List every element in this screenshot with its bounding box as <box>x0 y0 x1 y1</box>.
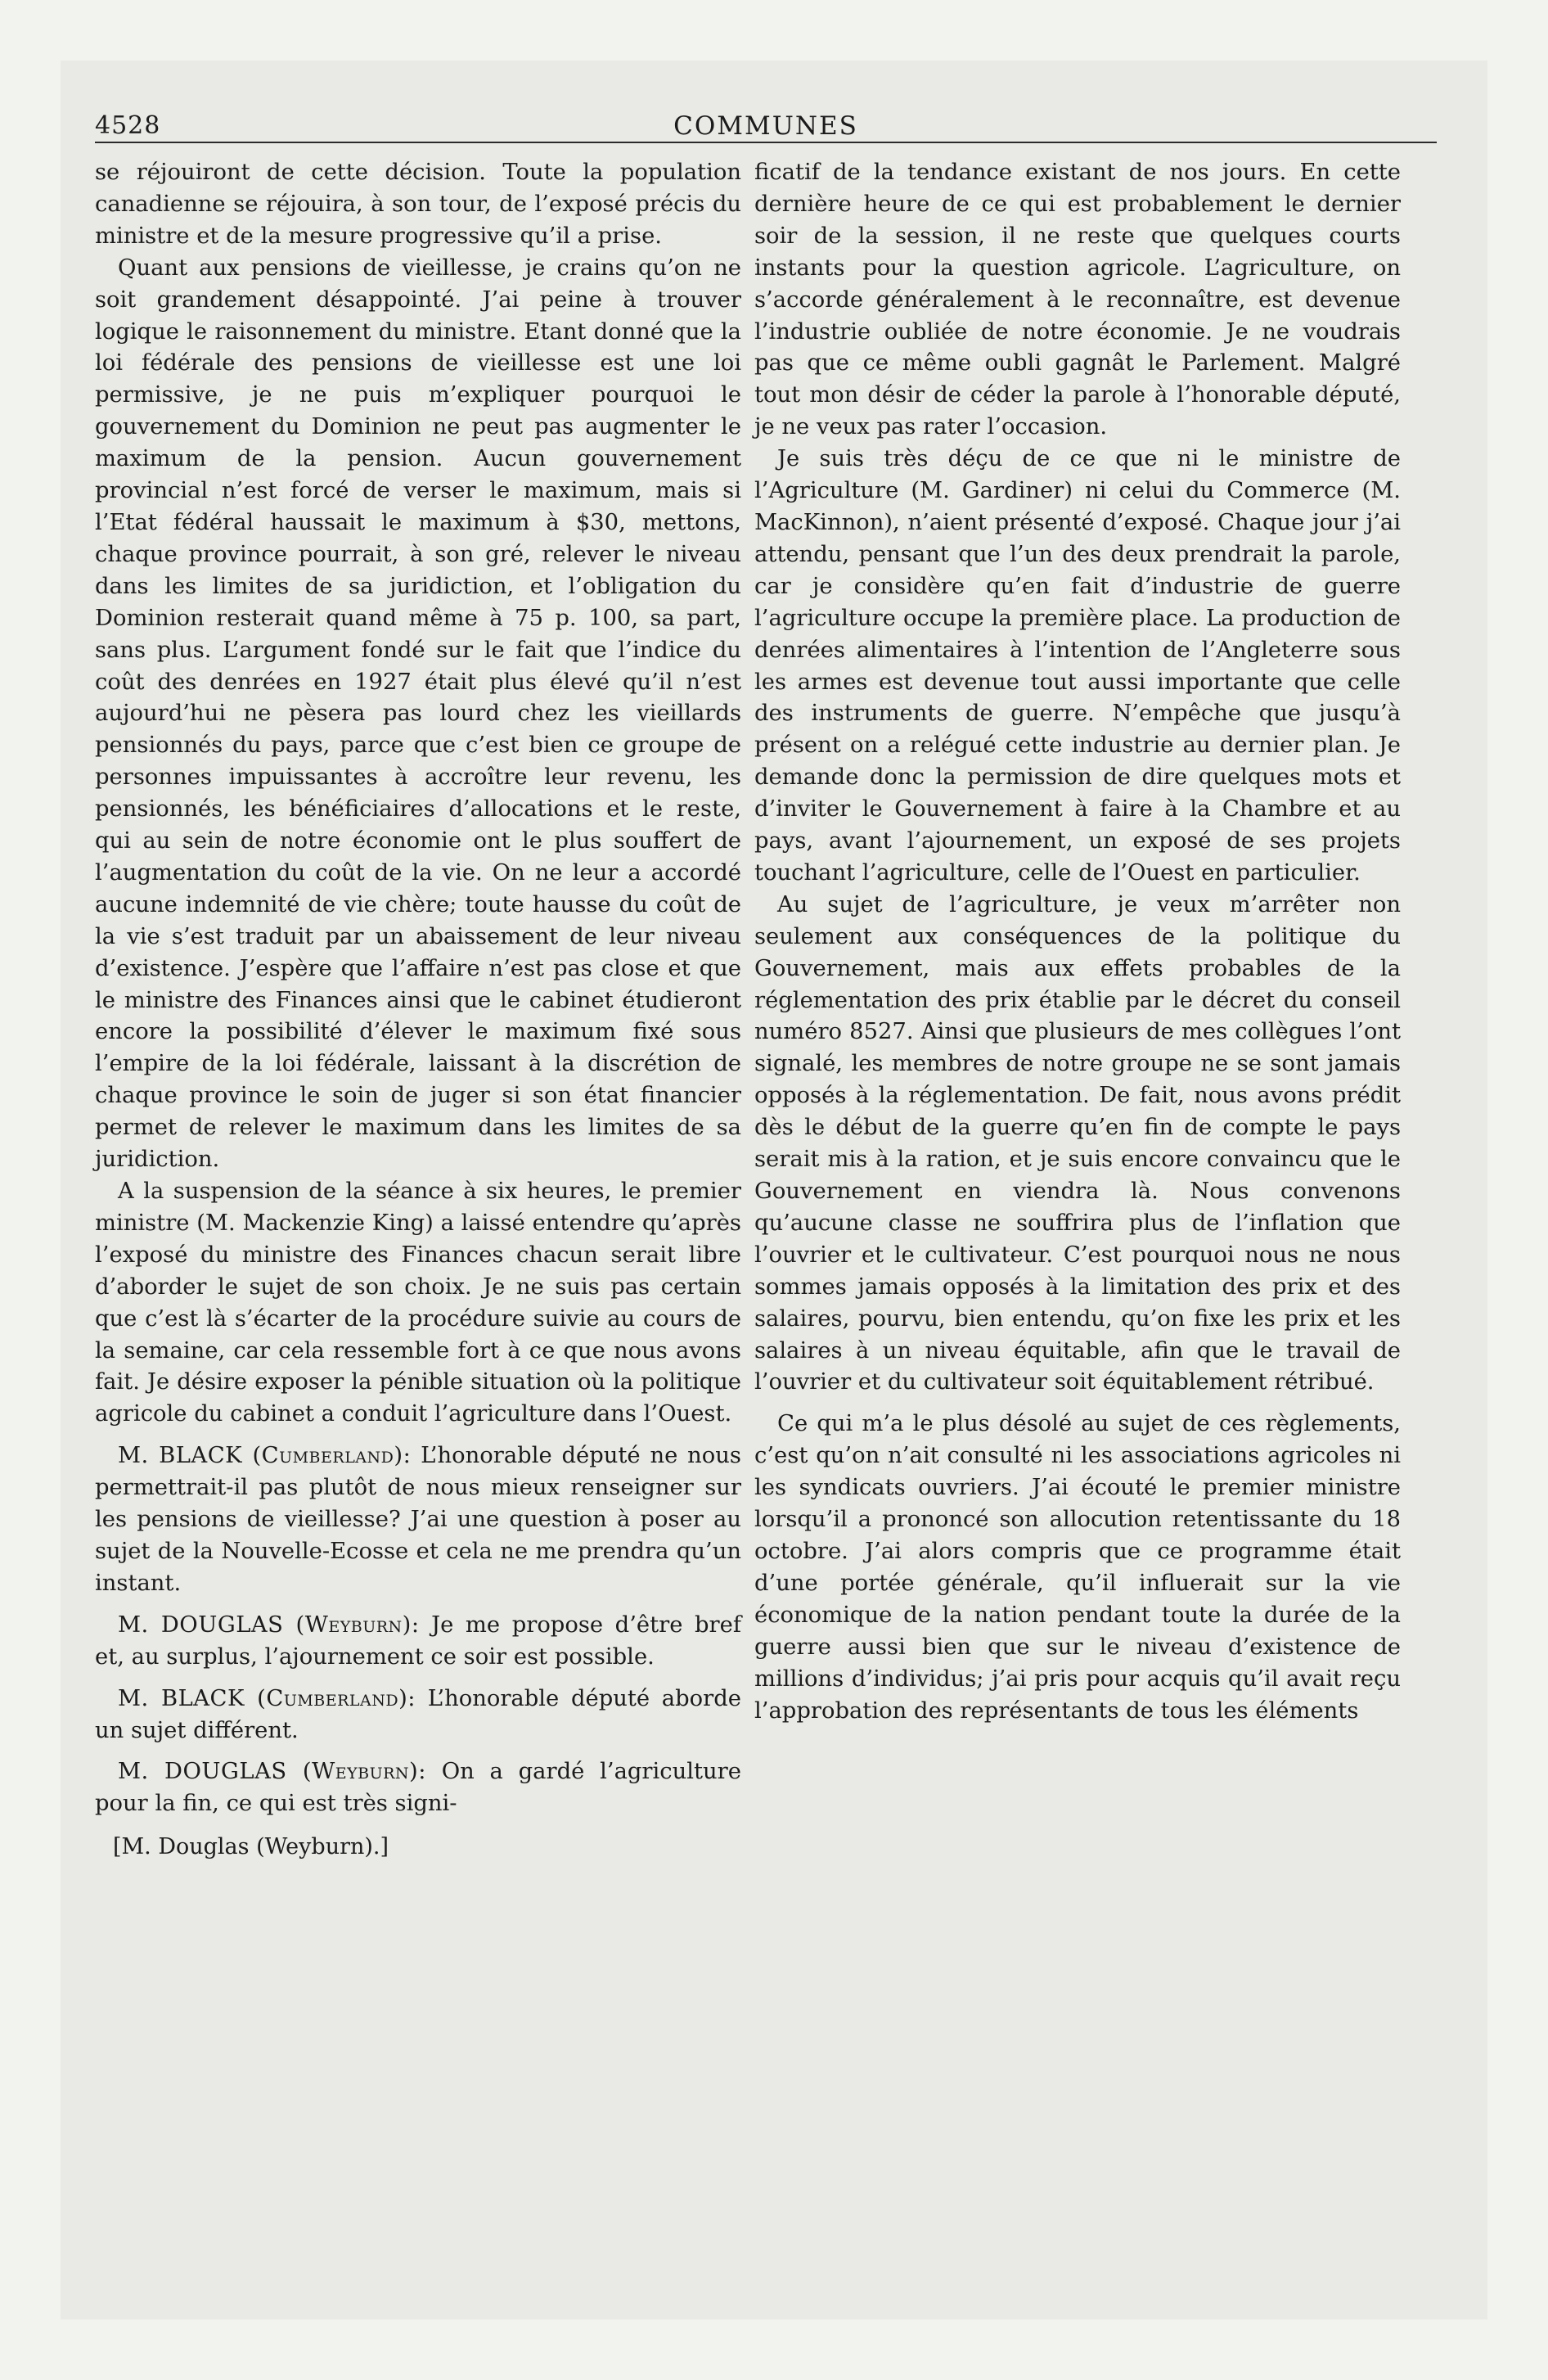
left-column <box>95 157 741 1864</box>
speaker-footer-reference: [M. Douglas (Weyburn).] <box>113 1834 389 1860</box>
speech-paragraph <box>95 1684 741 1747</box>
paragraph: Quant aux pensions de vieillesse, je crains qu’on ne soit grandement désappointé. J’ai peine à trouver logique le raisonnement du ministre. Etant donné que la loi fédérale des pensions de vieillesse est une loi permissive, je ne puis m’expliquer pourquoi le gouvernement du Dominion ne peut pas augmenter le maximum de la pension. Aucun gouvernement provincial n’est forcé de verser le maximum, mais si l’Etat fédéral haussait le maximum à $30, mettons, chaque province pourrait, à son gré, relever le niveau dans les limites de sa juridiction, et l’obligation du Dominion resterait quand même à 75 p. 100, sa part, sans plus. L’argument fondé sur le fait que l’indice du coût des denrées en 1927 était plus élevé qu’il n’est aujourd’hui ne pèsera pas lourd chez les vieillards pensionnés du pays, parce que c’est bien ce groupe de personnes impuissantes à accroître leur revenu, les pensionnés, les bénéficiaires d’allocations et le reste, qui au sein de notre économie ont le plus souffert de l’augmentation du coût de la vie. On ne leur a accordé aucune indemnité de vie chère; toute hausse du coût de la vie s’est traduit par un abaissement de leur niveau d’existence. J’espère que l’affaire n’est pas close et que le ministre des Finances ainsi que le cabinet étudieront encore la possibilité d’élever le maximum fixé sous l’empire de la loi fédérale, laissant à la discrétion de chaque province le soin de juger si son état financier permet de relever le maximum dans les limites de sa juridiction. <box>95 255 741 1173</box>
speech-paragraph <box>95 1756 741 1820</box>
speaker-name: M. BLACK (Cumberland): <box>118 1685 416 1711</box>
speaker-name: M. DOUGLAS (Weyburn): <box>118 1759 426 1785</box>
paragraph: A la suspension de la séance à six heures, le premier ministre (M. Mackenzie King) a laissé entendre qu’après l’exposé du ministre des Finances chacun serait libre d’aborder le sujet de son choix. Je ne suis pas certain que c’est là s’écarter de la procédure suivie au cours de la semaine, car cela ressemble fort à ce que nous avons fait. Je désire exposer la pénible situation où la politique agricole du cabinet a conduit l’agriculture dans l’Ouest. <box>95 1179 741 1427</box>
paragraph: Au sujet de l’agriculture, je veux m’arrêter non seulement aux conséquences de la politique du Gouvernement, mais aux effets probables de la réglementation des prix établie par le décret du conseil numéro 8527. Ainsi que plusieurs de mes collègues l’ont signalé, les membres de notre groupe ne se sont jamais opposés à la réglementation. De fait, nous avons prédit dès le début de la guerre qu’en fin de compte le pays serait mis à la ration, et je suis encore convaincu que le Gouvernement en viendra là. Nous convenons qu’aucune classe ne souffrira plus de l’inflation que l’ouvrier et le cultivateur. C’est pourquoi nous ne nous sommes jamais opposés à la limitation des prix et des salaires, pourvu, bien entendu, qu’on fixe les prix et les salaires à un niveau équitable, afin que le travail de l’ouvrier et du cultivateur soit équitablement rétribué. <box>754 891 1401 1395</box>
speech-text: Je me propose d’être bref et, au surplus, l’ajournement ce soir est possible. <box>95 1611 741 1670</box>
speech-text: L’honorable député aborde un sujet différent. <box>95 1685 742 1743</box>
speaker-name: M. DOUGLAS (Weyburn): <box>118 1611 420 1638</box>
header-rule <box>95 142 1437 143</box>
right-column <box>754 157 1401 1727</box>
paragraph: Ce qui m’a le plus désolé au sujet de ces règlements, c’est qu’on n’ait consulté ni les associations agricoles ni les syndicats ouvriers. J’ai écouté le premier ministre lorsqu’il a prononcé son allocution retentissante du 18 octobre. J’ai alors compris que ce programme était d’une portée générale, qu’il influerait sur la vie économique de la nation pendant toute la durée de la guerre aussi bien que sur le niveau d’existence de millions d’individus; j’ai pris pour acquis qu’il avait reçu l’approbation des représentants de tous les éléments <box>754 1411 1401 1724</box>
speech-paragraph <box>95 1440 741 1600</box>
speech-paragraph <box>95 1610 741 1674</box>
paragraph: ficatif de la tendance existant de nos jours. En cette dernière heure de ce qui est probablement le dernier soir de la session, il ne reste que quelques courts instants pour la question agricole. L’agriculture, on s’accorde généralement à le reconnaître, est devenue l’industrie oubliée de notre économie. Je ne voudrais pas que ce même oubli gagnât le Parlement. Malgré tout mon désir de céder la parole à l’honorable député, je ne veux pas rater l’occasion. <box>754 160 1401 440</box>
running-title: COMMUNES <box>673 111 858 141</box>
page-header <box>95 103 1437 152</box>
paragraph: se réjouiront de cette décision. Toute la population canadienne se réjouira, à son tour, de l’exposé précis du ministre et de la mesure progressive qu’il a prise. <box>95 160 741 249</box>
page-number: 4528 <box>95 111 161 140</box>
paragraph: Je suis très déçu de ce que ni le ministre de l’Agriculture (M. Gardiner) ni celui du Commerce (M. MacKinnon), n’aient présenté d’exposé. Chaque jour j’ai attendu, pensant que l’un des deux prendrait la parole, car je considère qu’en fait d’industrie de guerre l’agriculture occupe la première place. La production de denrées alimentaires à l’intention de l’Angleterre sous les armes est devenue tout aussi importante que celle des instruments de guerre. N’empêche que jusqu’à présent on a relégué cette industrie au dernier plan. Je demande donc la permission de dire quelques mots et d’inviter le Gouvernement à faire à la Chambre et au pays, avant l’ajournement, un exposé de ses projets touchant l’agriculture, celle de l’Ouest en particulier. <box>754 446 1401 886</box>
speaker-name: M. BLACK (Cumberland): <box>118 1443 412 1469</box>
speech-text: On a gardé l’agriculture pour la fin, ce qui est très signi- <box>95 1759 741 1817</box>
speech-text: L’honorable député ne nous permettrait-il pas plutôt de nous mieux renseigner sur les pensions de vieillesse? J’ai une question à poser au sujet de la Nouvelle-Ecosse et cela ne me prendra qu’un instant. <box>95 1443 741 1596</box>
